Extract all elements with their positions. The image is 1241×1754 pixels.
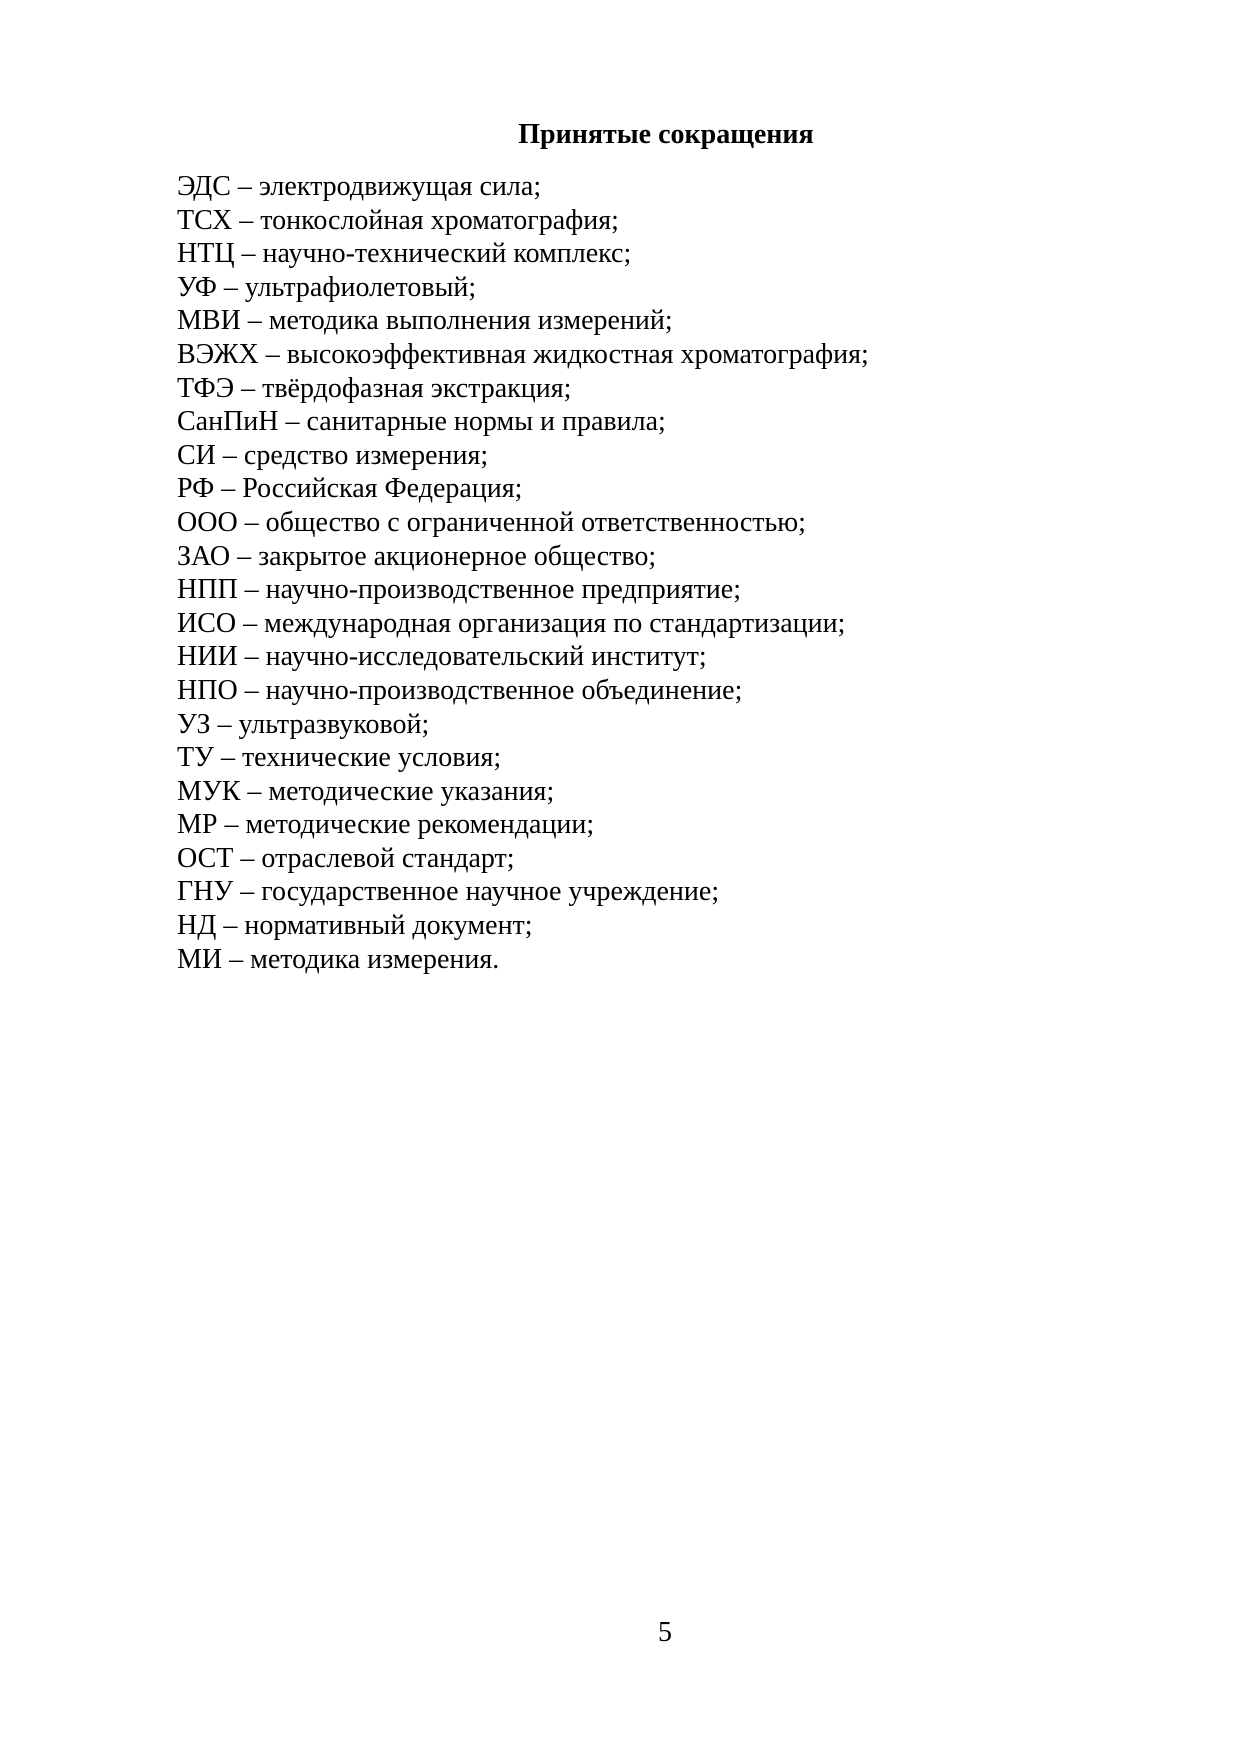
abbreviation-term: СанПиН (177, 406, 279, 438)
abbreviation-separator: – (236, 607, 265, 639)
abbreviation-meaning: методика выполнения измерений; (268, 305, 673, 337)
abbreviation-meaning: отраслевой стандарт; (261, 842, 515, 874)
abbreviation-term: ИСО (177, 607, 237, 639)
abbreviation-separator: – (222, 943, 251, 975)
abbreviation-separator: – (234, 372, 263, 404)
abbreviation-separator: – (232, 204, 261, 236)
abbreviation-item (177, 405, 1177, 439)
abbreviation-term: ГНУ (177, 876, 234, 908)
abbreviation-term: ЭДС (177, 171, 231, 202)
abbreviation-term: НИИ (177, 641, 238, 673)
abbreviation-meaning: санитарные нормы и правила; (306, 406, 666, 438)
abbreviation-term: МИ (177, 943, 223, 975)
abbreviation-separator: – (240, 775, 269, 807)
abbreviation-meaning: ультрафиолетовый; (244, 271, 477, 303)
abbreviation-item (177, 775, 1177, 809)
abbreviation-item (177, 271, 1177, 305)
abbreviation-meaning: тонкослойная хроматография; (260, 204, 619, 236)
abbreviation-separator: – (216, 271, 245, 303)
abbreviation-item (177, 842, 1177, 876)
abbreviation-item (177, 875, 1177, 909)
abbreviation-separator: – (233, 842, 262, 874)
abbreviation-term: НПП (177, 574, 238, 606)
abbreviation-item (177, 372, 1177, 406)
page-number: 5 (658, 1617, 672, 1648)
abbreviation-term: ООО (177, 506, 238, 538)
abbreviation-meaning: международная организация по стандартизации; (264, 607, 846, 639)
abbreviation-term: ОСТ (177, 842, 234, 874)
abbreviation-item (177, 540, 1177, 574)
abbreviation-term: НТЦ (177, 238, 235, 270)
abbreviation-separator: – (237, 574, 266, 606)
abbreviation-meaning: государственное научное учреждение; (261, 876, 720, 908)
abbreviation-term: МР (177, 809, 218, 841)
abbreviation-meaning: научно-производственное объединение; (265, 674, 743, 706)
abbreviation-meaning: средство измерения; (243, 439, 489, 471)
abbreviation-meaning: методические указания; (268, 775, 555, 807)
abbreviation-term: ТСХ (177, 204, 233, 236)
abbreviation-term: РФ (177, 473, 215, 505)
abbreviation-term: ВЭЖХ (177, 338, 259, 370)
abbreviation-separator: – (215, 439, 244, 471)
abbreviation-term: НПО (177, 674, 238, 706)
abbreviation-item (177, 439, 1177, 473)
abbreviation-item (177, 640, 1177, 674)
abbreviation-item (177, 338, 1177, 372)
abbreviation-separator: – (214, 473, 243, 505)
abbreviation-term: НД (177, 910, 217, 942)
abbreviation-separator: – (240, 305, 269, 337)
abbreviation-separator: – (213, 742, 242, 774)
abbreviation-separator: – (278, 406, 307, 438)
page-title: Принятые сокращения (518, 119, 814, 150)
abbreviation-term: МУК (177, 775, 241, 807)
abbreviation-item (177, 808, 1177, 842)
abbreviation-meaning: закрытое акционерное общество; (258, 540, 657, 572)
abbreviation-item (177, 237, 1177, 271)
abbreviation-term: СИ (177, 439, 216, 471)
abbreviation-separator: – (258, 338, 287, 370)
abbreviation-item (177, 304, 1177, 338)
abbreviation-meaning: методика измерения. (250, 943, 500, 975)
abbreviation-item (177, 909, 1177, 943)
abbreviation-meaning: технические условия; (241, 742, 502, 774)
abbreviation-meaning: методические рекомендации; (245, 809, 595, 841)
abbreviation-separator: – (233, 876, 262, 908)
abbreviation-separator: – (237, 674, 266, 706)
abbreviation-term: УЗ (177, 708, 211, 740)
abbreviation-term: МВИ (177, 305, 241, 337)
abbreviation-item (177, 741, 1177, 775)
abbreviation-item (177, 607, 1177, 641)
abbreviation-item (177, 708, 1177, 742)
abbreviation-term: ЗАО (177, 540, 231, 572)
abbreviation-term: ТФЭ (177, 372, 235, 404)
abbreviation-meaning: электродвижущая сила; (258, 171, 542, 202)
abbreviation-separator: – (230, 540, 259, 572)
abbreviation-meaning: твёрдофазная экстракция; (262, 372, 572, 404)
abbreviation-meaning: Российская Федерация; (242, 473, 523, 505)
abbreviation-separator: – (230, 171, 259, 202)
abbreviation-item (177, 943, 1177, 977)
abbreviation-meaning: ультразвуковой; (238, 708, 430, 740)
abbreviation-separator: – (210, 708, 239, 740)
abbreviation-term: ТУ (177, 742, 214, 774)
abbreviation-separator: – (234, 238, 263, 270)
abbreviation-meaning: научно-технический комплекс; (262, 238, 632, 270)
abbreviation-meaning: научно-производственное предприятие; (265, 574, 742, 606)
abbreviation-list (177, 170, 1177, 976)
abbreviation-meaning: высокоэффективная жидкостная хроматография; (286, 338, 869, 370)
abbreviation-item (177, 170, 1177, 204)
abbreviation-separator: – (216, 910, 245, 942)
abbreviation-item (177, 472, 1177, 506)
abbreviation-item (177, 506, 1177, 540)
abbreviation-separator: – (237, 641, 266, 673)
abbreviation-separator: – (237, 506, 266, 538)
abbreviation-separator: – (217, 809, 246, 841)
abbreviation-meaning: общество с ограниченной ответственностью; (265, 506, 806, 538)
abbreviation-item (177, 204, 1177, 238)
abbreviation-term: УФ (177, 271, 217, 303)
abbreviation-item (177, 573, 1177, 607)
abbreviation-meaning: научно-исследовательский институт; (265, 641, 707, 673)
abbreviation-item (177, 674, 1177, 708)
abbreviation-meaning: нормативный документ; (244, 910, 533, 942)
